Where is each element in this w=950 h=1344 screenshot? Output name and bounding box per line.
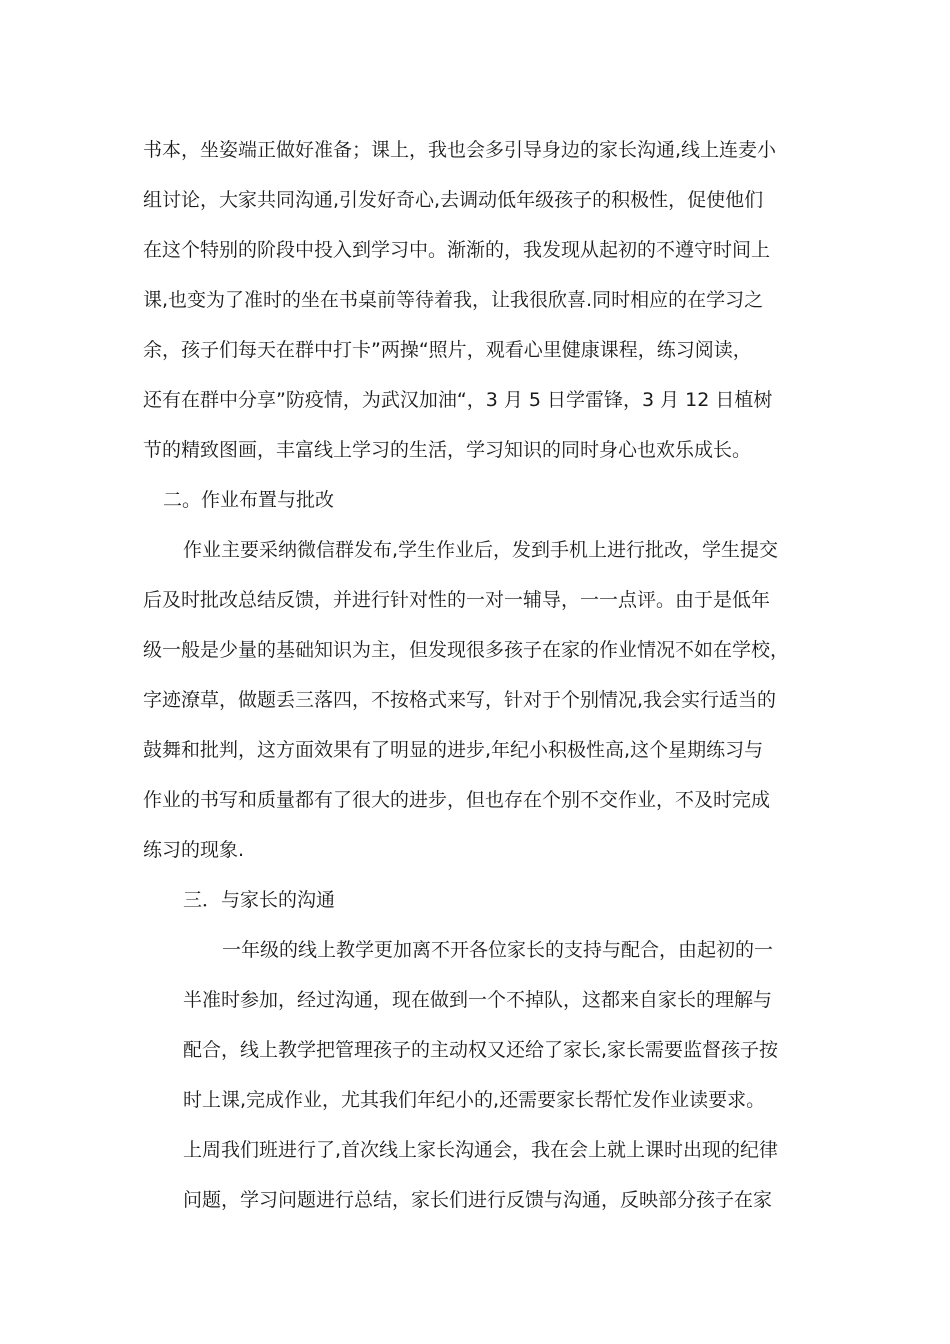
text-line: 还有在群中分享”防疫情，为武汉加油“，3 月 5 日学雷锋，3 月 12 日植树 — [143, 389, 773, 411]
section-heading: 二。作业布置与批改 — [163, 489, 335, 511]
text-line: 作业主要采纳微信群发布,学生作业后，发到手机上进行批改，学生提交 — [183, 539, 779, 561]
text-line: 一年级的线上教学更加离不开各位家长的支持与配合，由起初的一 — [222, 939, 774, 961]
text-line: 组讨论，大家共同沟通,引发好奇心,去调动低年级孩子的积极性，促使他们 — [143, 189, 764, 211]
text-line: 上周我们班进行了,首次线上家长沟通会，我在会上就上课时出现的纪律 — [183, 1139, 779, 1161]
text-line: 半准时参加，经过沟通，现在做到一个不掉队，这都来自家长的理解与 — [183, 989, 773, 1011]
text-line: 在这个特别的阶段中投入到学习中。渐渐的，我发现从起初的不遵守时间上 — [143, 239, 771, 261]
text-line: 级一般是少量的基础知识为主，但发现很多孩子在家的作业情况不如在学校， — [143, 639, 790, 661]
text-line: 配合，线上教学把管理孩子的主动权又还给了家长,家长需要监督孩子按 — [183, 1039, 779, 1061]
text-line: 后及时批改总结反馈，并进行针对性的一对一辅导，一一点评。由于是低年 — [143, 589, 771, 611]
section-heading: 三．与家长的沟通 — [183, 889, 336, 911]
text-line: 作业的书写和质量都有了很大的进步，但也存在个别不交作业，不及时完成 — [143, 789, 771, 811]
text-line: 书本，坐姿端正做好准备；课上，我也会多引导身边的家长沟通,线上连麦小 — [143, 139, 777, 161]
text-line: 课,也变为了准时的坐在书桌前等待着我，让我很欣喜.同时相应的在学习之 — [143, 289, 764, 311]
text-line: 余，孩子们每天在群中打卡”两操“照片，观看心里健康课程，练习阅读， — [143, 339, 752, 361]
text-line: 练习的现象. — [143, 839, 245, 861]
text-line: 节的精致图画，丰富线上学习的生活，学习知识的同时身心也欢乐成长。 — [143, 439, 752, 461]
text-line: 时上课,完成作业，尤其我们年纪小的,还需要家长帮忙发作业读要求。 — [183, 1089, 766, 1111]
text-line: 问题，学习问题进行总结，家长们进行反馈与沟通，反映部分孩子在家 — [183, 1189, 773, 1211]
text-line: 鼓舞和批判，这方面效果有了明显的进步,年纪小积极性高,这个星期练习与 — [143, 739, 764, 761]
text-line: 字迹潦草，做题丢三落四，不按格式来写，针对于个别情况,我会实行适当的 — [143, 689, 777, 711]
